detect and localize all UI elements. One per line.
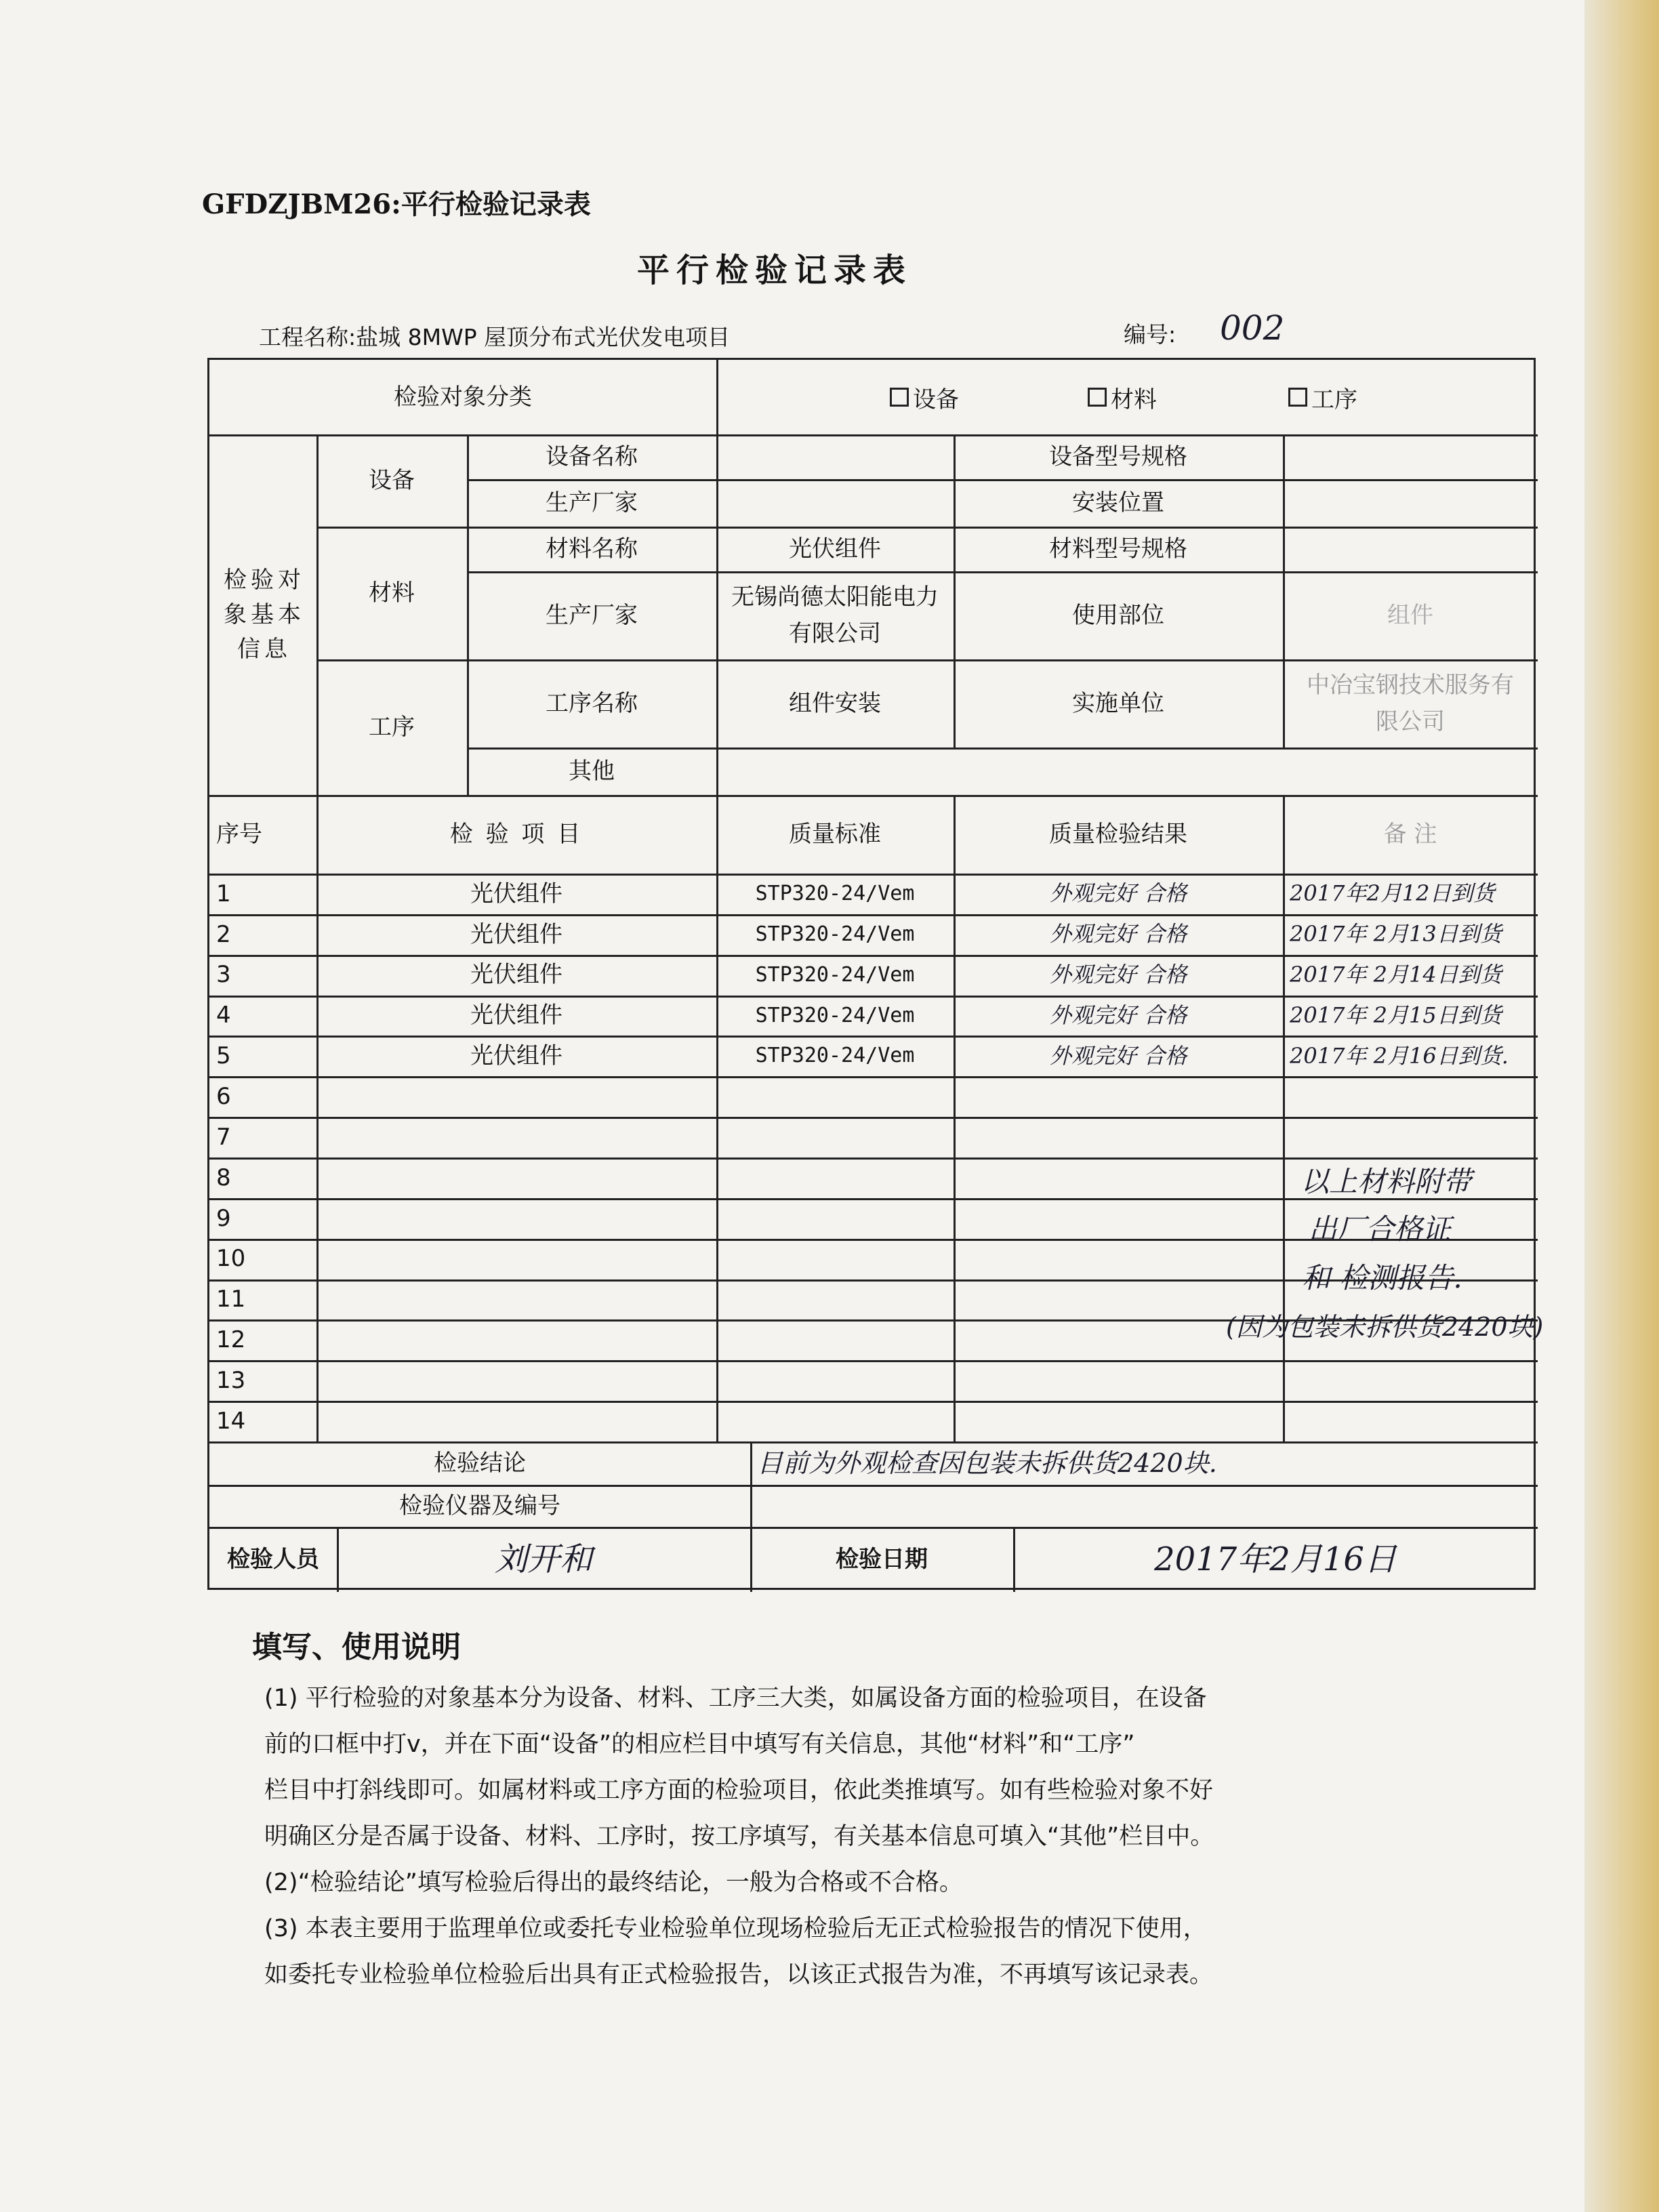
instrument-label: 检验仪器及编号 [399,1492,560,1519]
standard-header: 质量标准 [789,820,881,848]
item-seq-cell: 11 [216,1286,246,1313]
seq-header: 序号 [216,820,262,848]
item-seq-cell: 12 [216,1326,246,1354]
item-result-cell: 外观完好 合格 [1049,880,1187,907]
date-label: 检验日期 [836,1545,928,1573]
item-remark-cell: 2017年 2月14日到货 [1290,962,1502,988]
document-code: GFDZJBM26:平行检验记录表 [202,188,591,220]
material-part-label: 使用部位 [1072,601,1164,629]
item-remark-cell [1283,1076,1544,1117]
item-seq-cell: 9 [216,1204,231,1232]
item-seq-cell: 4 [216,1002,231,1029]
process-group: 工序 [369,713,415,741]
instruction-line: 明确区分是否属于设备、材料、工序时，按工序填写，有关基本信息可填入“其他”栏目中。 [264,1823,1214,1850]
item-standard-cell [716,1319,954,1360]
instructions-title: 填写、使用说明 [252,1630,461,1664]
item-remark-cell: 2017年2月12日到货 [1290,880,1495,907]
project-label: 工程名称: [259,324,356,350]
material-part-value: 组件 [1387,601,1433,629]
checkbox[interactable] [890,388,909,407]
item-standard-cell: STP320-24/Vem [755,1044,915,1068]
item-seq-cell: 7 [216,1123,231,1151]
remark-note-line: 以上材料附带 [1300,1165,1472,1198]
material-name-value: 光伏组件 [789,535,881,562]
item-seq-cell: 14 [216,1407,246,1435]
equipment-location-label: 安装位置 [1072,489,1164,516]
item-standard-cell [716,1360,954,1401]
item-result-cell: 外观完好 合格 [1049,1002,1187,1028]
process-name-value: 组件安装 [789,689,881,717]
process-name-label: 工序名称 [546,689,638,717]
material-name-label: 材料名称 [546,535,638,562]
item-item-cell [316,1158,716,1198]
number-label: 编号: [1124,321,1176,348]
item-seq-cell: 13 [216,1367,246,1395]
item-item-cell: 光伏组件 [470,961,562,989]
process-unit-label: 实施单位 [1072,689,1164,717]
project-value: 盐城 8MWP 屋顶分布式光伏发电项目 [356,324,731,350]
paper-edge [1584,0,1659,2212]
item-result-cell [954,1117,1283,1158]
item-result-cell [954,1076,1283,1117]
instruction-line: 栏目中打斜线即可。如属材料或工序方面的检验项目，依此类推填写。如有些检验对象不好 [264,1777,1214,1804]
item-seq-cell: 5 [216,1042,231,1070]
item-item-cell [316,1401,716,1441]
item-item-cell: 光伏组件 [470,1002,562,1029]
document-title: 平行检验记录表 [637,251,913,289]
instruction-line: (2)“检验结论”填写检验后得出的最终结论，一般为合格或不合格。 [264,1869,963,1896]
result-header: 质量检验结果 [1049,820,1187,848]
instruction-line: (1) 平行检验的对象基本分为设备、材料、工序三大类，如属设备方面的检验项目，在设备 [264,1685,1207,1712]
equipment-group: 设备 [369,466,415,494]
instruction-line: 如委托专业检验单位检验后出具有正式检验报告，以该正式报告为准，不再填写该记录表。 [264,1961,1214,1988]
item-item-cell [316,1360,716,1401]
option-material[interactable]: 材料 [1088,360,1157,434]
item-result-cell [954,1198,1283,1239]
inspector-signature: 刘开和 [494,1540,592,1578]
item-remark-cell [1283,1360,1544,1401]
remark-note-line: 和 检测报告. [1302,1261,1462,1294]
item-item-cell [316,1279,716,1320]
item-remark-cell [1283,1117,1544,1158]
item-standard-cell: STP320-24/Vem [755,922,915,946]
equipment-maker-label: 生产厂家 [546,489,638,516]
item-item-cell: 光伏组件 [470,920,562,948]
material-group: 材料 [369,579,415,607]
other-label: 其他 [569,757,615,785]
instruction-line: (3) 本表主要用于监理单位或委托专业检验单位现场检验后无正式检验报告的情况下使用， [264,1915,1207,1942]
equipment-model-label: 设备型号规格 [1049,443,1187,470]
item-seq-cell: 3 [216,961,231,989]
item-standard-cell [716,1158,954,1198]
material-maker-label: 生产厂家 [546,601,638,629]
item-standard-cell: STP320-24/Vem [755,962,915,987]
other-value [716,747,1538,795]
item-standard-cell [716,1076,954,1117]
instruction-line: 前的口框中打v，并在下面“设备”的相应栏目中填写有关信息，其他“材料”和“工序” [264,1731,1135,1758]
process-unit-value: 中冶宝钢技术服务有 限公司 [1307,671,1514,735]
item-result-cell: 外观完好 合格 [1049,1042,1187,1069]
item-standard-cell [716,1117,954,1158]
item-item-cell: 光伏组件 [470,1042,562,1070]
conclusion-value: 目前为外观检查因包装未拆供货2420块. [757,1448,1217,1478]
item-seq-cell: 2 [216,920,231,948]
item-remark-cell: 2017年 2月16日到货. [1290,1042,1509,1069]
item-standard-cell [716,1279,954,1320]
project-name [259,320,730,352]
material-model-value [1283,527,1538,571]
checkbox[interactable] [1288,388,1307,407]
item-standard-cell: STP320-24/Vem [755,1003,915,1027]
item-item-cell [316,1076,716,1117]
item-seq-cell: 6 [216,1083,231,1111]
basic-info-label: 检验对象基本信息 [224,566,305,663]
category-label: 检验对象分类 [394,383,532,411]
item-item-cell [316,1239,716,1279]
remark-note-line: (因为包装未拆供货2420块) [1226,1312,1544,1342]
equipment-maker-value [716,479,954,527]
item-seq-cell: 1 [216,880,231,907]
equipment-location-value [1283,479,1538,527]
item-remark-cell: 2017年 2月13日到货 [1290,921,1502,947]
inspection-table [207,358,1544,1590]
item-result-cell [954,1360,1283,1401]
item-standard-cell [716,1401,954,1441]
item-seq-cell: 10 [216,1245,246,1273]
item-remark-cell [1283,1401,1544,1441]
item-result-cell [954,1239,1283,1279]
equipment-name-value [716,434,954,479]
inspector-label: 检验人员 [227,1545,319,1573]
item-result-cell [954,1158,1283,1198]
item-item-cell [316,1117,716,1158]
material-maker-value: 无锡尚德太阳能电力 有限公司 [731,583,939,647]
equipment-name-label: 设备名称 [546,443,638,470]
option-equipment[interactable]: 设备 [890,360,959,434]
item-seq-cell: 8 [216,1164,231,1191]
item-item-cell [316,1198,716,1239]
remark-header: 备 注 [1383,820,1437,848]
instructions-body [264,1675,1430,1998]
option-process[interactable]: 工序 [1288,360,1357,434]
material-model-label: 材料型号规格 [1049,535,1187,562]
date-value: 2017年2月16日 [1154,1540,1397,1578]
remark-note-line: 出厂合格证 [1309,1212,1452,1246]
item-standard-cell [716,1239,954,1279]
item-standard-cell [716,1198,954,1239]
item-remark-cell: 2017年 2月15日到货 [1290,1002,1502,1028]
item-result-cell: 外观完好 合格 [1049,921,1187,947]
equipment-model-value [1283,434,1538,479]
item-standard-cell: STP320-24/Vem [755,881,915,905]
item-result-cell [954,1401,1283,1441]
item-item-cell: 光伏组件 [470,880,562,907]
instrument-value [750,1485,1538,1527]
item-header: 检 验 项 目 [449,820,583,848]
item-result-cell: 外观完好 合格 [1049,962,1187,988]
conclusion-label: 检验结论 [434,1449,526,1477]
number-value: 002 [1220,308,1285,348]
checkbox[interactable] [1088,388,1107,407]
item-item-cell [316,1319,716,1360]
